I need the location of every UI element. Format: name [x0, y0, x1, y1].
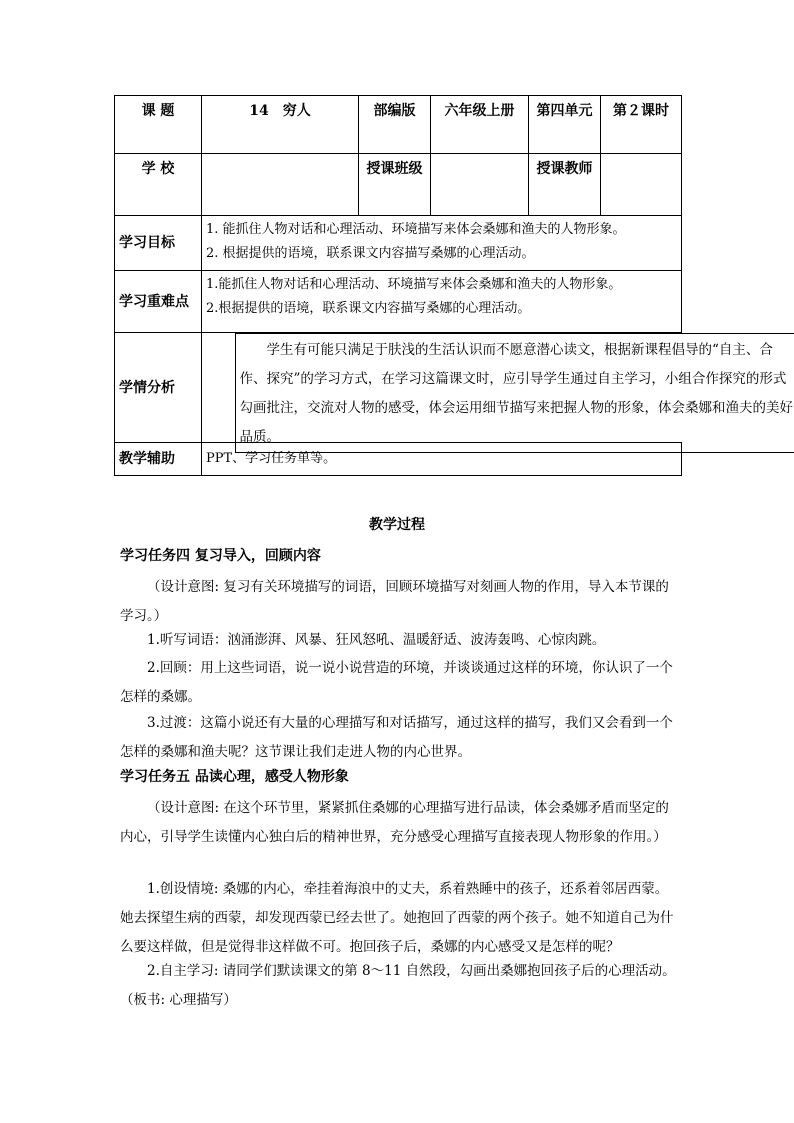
school-value — [202, 154, 359, 216]
task4-step1: 1.听写词语：汹涌澎湃、风暴、狂风怒吼、温暖舒适、波涛轰鸣、心惊肉跳。 — [147, 632, 606, 648]
task5-heading: 学习任务五 品读心理，感受人物形象 — [120, 769, 349, 785]
lesson-info-table — [114, 95, 793, 476]
period: 第２课时 — [601, 96, 682, 154]
subject-label: 课 题 — [115, 96, 202, 154]
task4-intent: （设计意图: 复习有关环境描写的词语，回顾环境描写对刻画人物的作用，导入本节课的学习。） — [120, 579, 669, 624]
task5-step2: 2.自主学习: 请同学们默读课文的第 8～11 自然段，勾画出桑娜抱回孩子后的心理活动。（板书: 心理描写） — [120, 963, 676, 1008]
key-point-item: 1.能抓住人物对话和心理活动、环境描写来体会桑娜和渔夫的人物形象。 — [206, 277, 622, 292]
key-points-cell — [202, 271, 682, 333]
unit: 第四单元 — [529, 96, 601, 154]
school-label: 学 校 — [115, 154, 202, 216]
goals-label: 学习目标 — [115, 216, 202, 271]
goals-cell — [202, 216, 682, 271]
goal-item: 2. 根据提供的语境，联系课文内容描写桑娜的心理活动。 — [206, 246, 535, 261]
aids-label: 教学辅助 — [115, 443, 202, 476]
analysis-text: 学生有可能只满足于肤浅的生活认识而不愿意潜心读文，根据新课程倡导的“自主、合作、探究”的学习方式，在学习这篇课文时，应引导学生通过自主学习，小组合作探究的形式勾画批注，交流对人物的感受，体会运用细节描写来把握人物的形象，体会桑娜和渔夫的美好品质。 — [235, 333, 794, 453]
task4-heading: 学习任务四 复习导入，回顾内容 — [120, 548, 321, 564]
grade: 六年级上册 — [431, 96, 529, 154]
task4-step2: 2.回顾：用上这些词语，说一说小说营造的环境，并谈谈通过这样的环境，你认识了一个怎样的桑娜。 — [120, 660, 673, 705]
goal-item: 1. 能抓住人物对话和心理活动、环境描写来体会桑娜和渔夫的人物形象。 — [206, 222, 626, 237]
edition: 部编版 — [359, 96, 431, 154]
teacher-value — [601, 154, 682, 216]
process-title: 教学过程 — [369, 517, 425, 533]
analysis-label: 学情分析 — [115, 333, 202, 443]
class-value — [431, 154, 529, 216]
lesson-title: 14 穷人 — [202, 96, 359, 154]
task4-step3: 3.过渡：这篇小说还有大量的心理描写和对话描写，通过这样的描写，我们又会看到一个怎样的桑娜和渔夫呢？这节课让我们走进人物的内心世界。 — [120, 715, 673, 760]
class-label: 授课班级 — [359, 154, 431, 216]
key-point-item: 2.根据提供的语境，联系课文内容描写桑娜的心理活动。 — [206, 301, 531, 316]
task5-step1: 1.创设情境: 桑娜的内心，牵挂着海浪中的丈夫，系着熟睡中的孩子，还系着邻居西蒙。她去探望生病的西蒙，却发现西蒙已经去世了。她抱回了西蒙的两个孩子。她不知道自己为什么要这样做，但是觉得非这样做不可。抱回孩子后，桑娜的内心感受又是怎样的呢？ — [120, 881, 674, 955]
teacher-label: 授课教师 — [529, 154, 601, 216]
task5-intent: （设计意图: 在这个环节里，紧紧抓住桑娜的心理描写进行品读，体会桑娜矛盾而坚定的内心，引导学生读懂内心独白后的精神世界，充分感受心理描写直接表现人物形象的作用。） — [120, 800, 669, 845]
key-points-label: 学习重难点 — [115, 271, 202, 333]
aids-text: PPT、学习任务单等。 — [202, 443, 682, 476]
